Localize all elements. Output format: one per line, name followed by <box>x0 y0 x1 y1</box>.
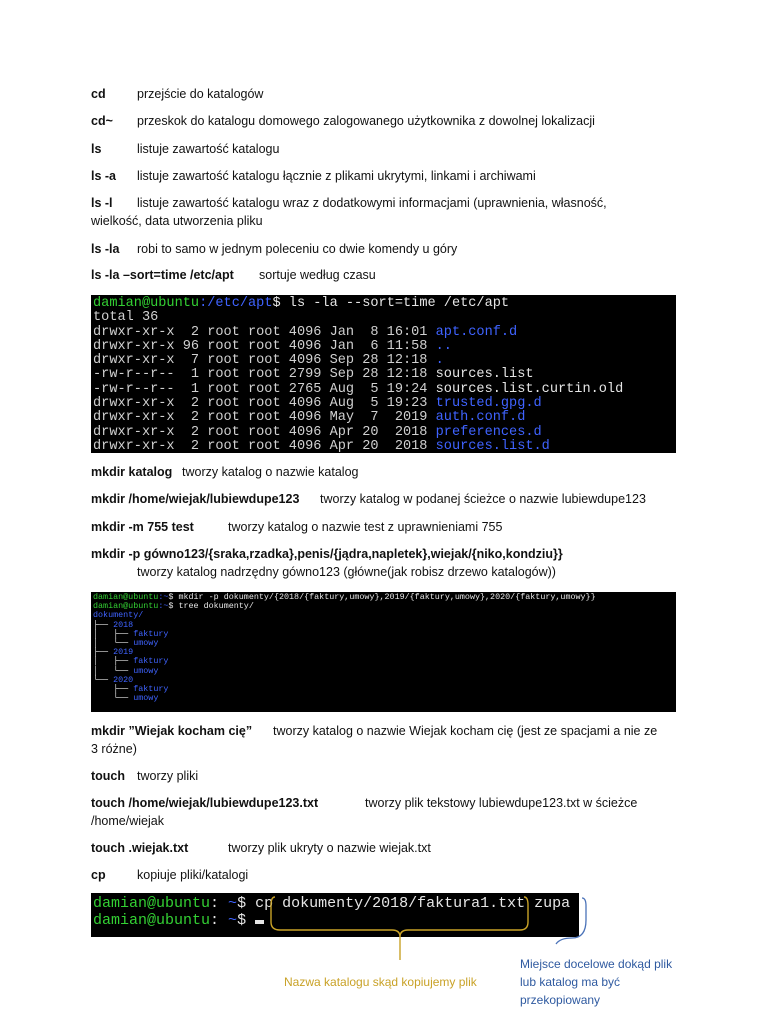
cmd-line-mkdir-p <box>91 545 681 563</box>
annotation-destination-line: Miejsce docelowe dokąd plik <box>520 957 673 971</box>
terminal-listing-row <box>93 340 676 354</box>
annotation-destination-line: lub katalog ma być <box>520 975 621 989</box>
terminal-listing-row <box>93 440 676 453</box>
terminal-listing <box>93 326 676 453</box>
cmd-line-ls-a <box>91 167 681 185</box>
cmd-line-mkdir <box>91 463 681 481</box>
tree-dir-name: umowy <box>133 665 159 676</box>
command: mkdir ”Wiejak kocham cię” <box>91 724 253 738</box>
terminal-prompt-line: damian@ubuntu:/etc/apt$ ls -la --sort=time /etc/apt <box>93 296 510 311</box>
file-meta: drwxr-xr-x 2 root root 4096 Apr 20 2018 <box>93 438 436 453</box>
description: tworzy katalog o nazwie test z uprawnieniami 755 <box>228 520 503 534</box>
command: mkdir katalog <box>91 465 173 479</box>
terminal-prompt-line: damian@ubuntu:~$ mkdir -p dokumenty/{2018/{faktury,umowy},2019/{faktury,umowy},2020/{faktury,umowy}} <box>93 592 596 602</box>
cmd-line-mkdir-path <box>91 490 681 508</box>
tree-branch: └── <box>93 674 114 685</box>
tree-row <box>93 621 676 630</box>
description: tworzy plik tekstowy lubiewdupe123.txt w ścieżce <box>365 796 638 810</box>
description-continued: /home/wiejak <box>91 814 164 828</box>
cmd-line-cp <box>91 866 681 884</box>
terminal-listing-row <box>93 354 676 368</box>
tree-branch: ├── <box>93 647 114 658</box>
tree-branch: │ └── <box>93 665 134 676</box>
tree-row <box>93 639 676 648</box>
terminal-tree-output <box>91 592 676 712</box>
cmd-line-mkdir-quoted <box>91 722 681 740</box>
annotation-destination-line: przekopiowany <box>520 993 601 1007</box>
file-name: trusted.gpg.d <box>435 396 542 412</box>
tree-row <box>93 694 676 703</box>
file-meta: drwxr-xr-x 2 root root 4096 Aug 5 19:23 <box>93 396 436 412</box>
terminal-cursor <box>255 920 264 924</box>
terminal-listing-row <box>93 326 676 340</box>
tree-row <box>93 667 676 676</box>
description-continued: 3 różne) <box>91 742 137 756</box>
terminal-prompt-line: damian@ubuntu: ~$ <box>93 912 579 929</box>
cmd-line-ls <box>91 140 681 158</box>
tree-row <box>93 685 676 694</box>
description: tworzy plik ukryty o nazwie wiejak.txt <box>228 841 431 855</box>
cmd-line-ls-l <box>91 194 681 212</box>
description: tworzy katalog w podanej ścieżce o nazwie lubiewdupe123 <box>320 492 646 506</box>
file-name: sources.list <box>435 367 534 383</box>
terminal-ls-output <box>91 295 676 453</box>
command: touch .wiejak.txt <box>91 841 189 855</box>
tree-branch: ├── <box>93 619 114 630</box>
description: tworzy katalog o nazwie katalog <box>182 465 359 479</box>
command: touch /home/wiejak/lubiewdupe123.txt <box>91 796 319 810</box>
terminal-listing-row <box>93 411 676 425</box>
terminal-cp-output <box>91 893 579 937</box>
tree-dir-name: faktury <box>133 628 169 639</box>
terminal-tree <box>93 611 676 703</box>
cmd-line-mkdir-quoted-cont <box>91 740 681 758</box>
tree-row <box>93 648 676 657</box>
description: kopiuje pliki/katalogi <box>137 868 249 882</box>
file-name: .. <box>435 338 452 354</box>
command: cd <box>91 87 106 101</box>
tree-row <box>93 676 676 685</box>
command: touch <box>91 769 126 783</box>
tree-branch: └── <box>93 693 134 704</box>
tree-branch: │ └── <box>93 638 134 649</box>
cmd-line-touch-path <box>91 794 681 812</box>
file-meta: -rw-r--r-- 1 root root 2765 Aug 5 19:24 <box>93 381 436 397</box>
description: listuje zawartość katalogu <box>137 142 280 156</box>
file-name: sources.list.d <box>435 438 550 453</box>
cmd-line-cd-home <box>91 112 681 130</box>
tree-dir-name: 2018 <box>113 619 134 630</box>
command: cp <box>91 868 106 882</box>
cmd-line-mkdir-m <box>91 518 681 536</box>
tree-branch: │ ├── <box>93 656 134 667</box>
file-meta: -rw-r--r-- 1 root root 2799 Sep 28 12:18 <box>93 367 436 383</box>
tree-dir-name: 2020 <box>113 674 134 685</box>
file-meta: drwxr-xr-x 2 root root 4096 Jan 8 16:01 <box>93 324 436 340</box>
tree-dir-name: umowy <box>133 638 159 649</box>
terminal-prompt-line: damian@ubuntu: ~$ cp dokumenty/2018/faktura1.txt zupa <box>93 895 571 912</box>
description: przejście do katalogów <box>137 87 264 101</box>
cmd-line-ls-l-cont <box>91 212 681 230</box>
tree-dir-name: faktury <box>133 684 169 695</box>
description: przeskok do katalogu domowego zalogowanego użytkownika z dowolnej lokalizacji <box>137 114 595 128</box>
annotation-destination <box>520 955 700 1009</box>
annotation-source: Nazwa katalogu skąd kopiujemy plik <box>284 975 477 989</box>
cmd-line-touch-path-cont <box>91 812 681 830</box>
terminal-listing-row <box>93 383 676 397</box>
tree-row <box>93 657 676 666</box>
tree-branch: │ ├── <box>93 628 134 639</box>
terminal-prompt-line: damian@ubuntu:~$ tree dokumenty/ <box>93 601 254 612</box>
cmd-line-ls-sort <box>91 266 681 284</box>
command: ls <box>91 142 102 156</box>
terminal-listing-row <box>93 426 676 440</box>
cmd-line-touch-hidden <box>91 839 681 857</box>
file-name: auth.conf.d <box>435 410 526 426</box>
file-name: . <box>435 353 444 369</box>
description: listuje zawartość katalogu wraz z dodatkowymi informacjami (uprawnienia, własność, <box>137 196 607 210</box>
file-meta: drwxr-xr-x 7 root root 4096 Sep 28 12:18 <box>93 353 436 369</box>
cmd-line-touch <box>91 767 681 785</box>
cmd-line-ls-la <box>91 240 681 258</box>
command: mkdir -p gówno123/{sraka,rzadka},penis/{jądra,napletek},wiejak/{niko,kondziu}} <box>91 547 563 561</box>
description: tworzy katalog o nazwie Wiejak kocham cię (jest ze spacjami a nie ze <box>273 724 658 738</box>
terminal-listing-row <box>93 368 676 382</box>
description-continued: wielkość, data utworzenia pliku <box>91 214 263 228</box>
command: ls -a <box>91 169 117 183</box>
file-meta: drwxr-xr-x 2 root root 4096 May 7 2019 <box>93 410 436 426</box>
description: sortuje według czasu <box>259 268 376 282</box>
file-name: preferences.d <box>435 424 542 440</box>
cmd-line-cd <box>91 85 681 103</box>
description: listuje zawartość katalogu łącznie z plikami ukrytymi, linkami i archiwami <box>137 169 536 183</box>
terminal-total-line: total 36 <box>93 310 159 326</box>
terminal-listing-row <box>93 397 676 411</box>
command: ls -la <box>91 242 120 256</box>
command: mkdir /home/wiejak/lubiewdupe123 <box>91 492 300 506</box>
tree-branch: ├── <box>93 684 134 695</box>
tree-dir-name: faktury <box>133 656 169 667</box>
description: tworzy pliki <box>137 769 199 783</box>
command: ls -la –sort=time /etc/apt <box>91 268 234 282</box>
tree-row <box>93 611 676 620</box>
command: mkdir -m 755 test <box>91 520 194 534</box>
file-name: sources.list.curtin.old <box>435 381 624 397</box>
command: cd~ <box>91 114 113 128</box>
file-name: apt.conf.d <box>435 324 518 340</box>
tree-row <box>93 630 676 639</box>
description: robi to samo w jednym poleceniu co dwie komendy u góry <box>137 242 458 256</box>
tree-dir-name: dokumenty/ <box>93 610 144 621</box>
tree-dir-name: umowy <box>133 693 159 704</box>
tree-dir-name: 2019 <box>113 647 134 658</box>
description: tworzy katalog nadrzędny gówno123 (główne(jak robisz drzewo katalogów)) <box>137 565 556 579</box>
file-meta: drwxr-xr-x 2 root root 4096 Apr 20 2018 <box>93 424 436 440</box>
file-meta: drwxr-xr-x 96 root root 4096 Jan 6 11:58 <box>93 338 436 354</box>
command: ls -l <box>91 196 113 210</box>
